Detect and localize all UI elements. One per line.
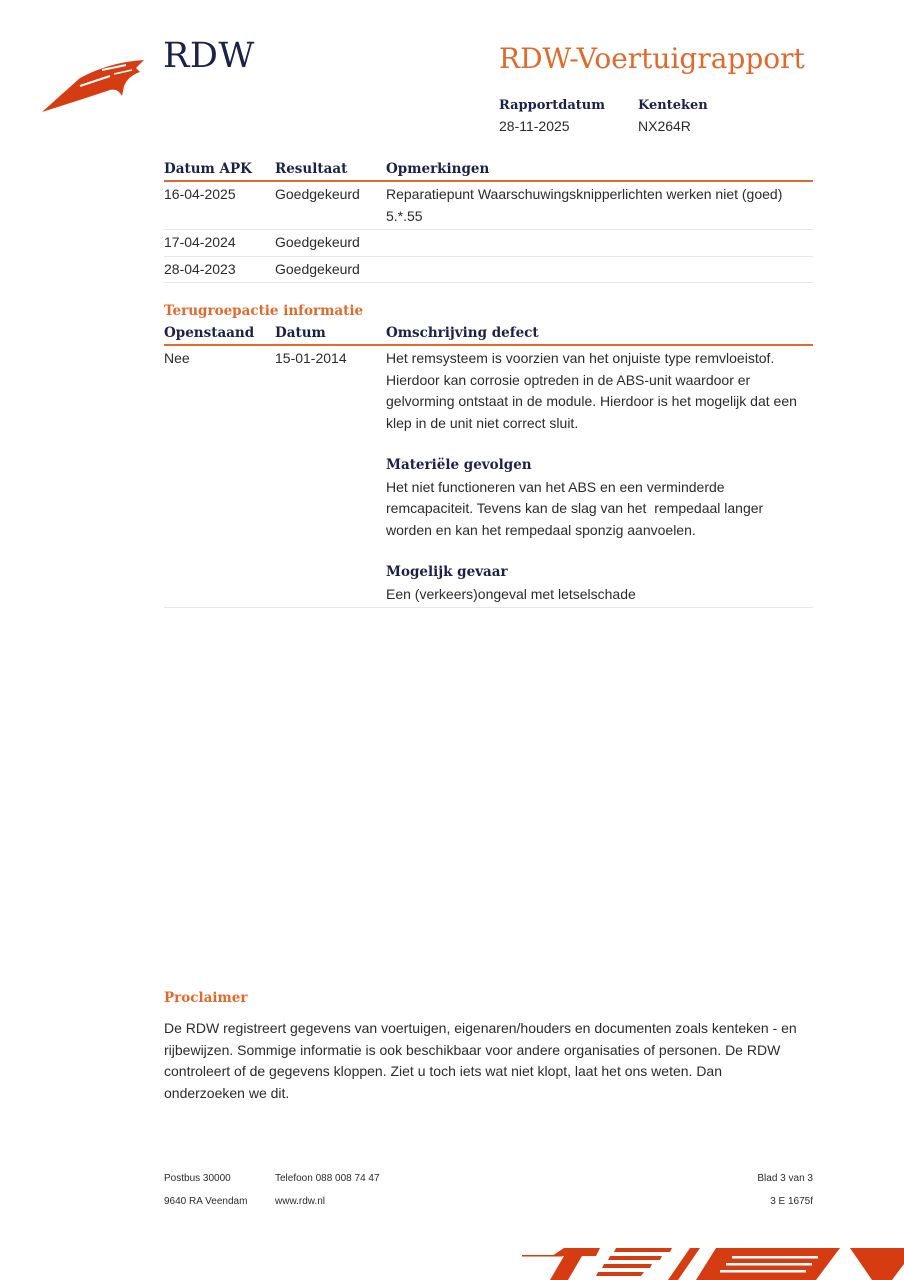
table-row xyxy=(164,181,813,230)
rdw-stripes-decoration-icon xyxy=(520,1244,904,1280)
apk-remarks: Reparatiepunt Waarschuwingsknipperlichten werken niet (goed) 5.*.55 xyxy=(386,181,813,230)
recall-open: Nee xyxy=(164,345,275,608)
recall-description: Het remsysteem is voorzien van het onjuiste type remvloeistof. Hierdoor kan corrosie optreden in de ABS-unit waardoor er gelvorming ontstaat in de module. Hierdoor is het mogelijk dat een klep in de unit niet correct sluit. xyxy=(386,350,797,431)
apk-result: Goedgekeurd xyxy=(275,181,386,230)
footer-address-line2: 9640 RA Veendam xyxy=(164,1196,248,1207)
table-row xyxy=(164,256,813,283)
proclaimer-title: Proclaimer xyxy=(164,990,248,1006)
table-row xyxy=(164,230,813,257)
document-title: RDW-Voertuigrapport xyxy=(499,42,805,75)
apk-date: 28-04-2023 xyxy=(164,256,275,283)
brand-name: RDW xyxy=(163,36,255,76)
col-header-date: Datum xyxy=(275,324,386,345)
recall-section-title: Terugroepactie informatie xyxy=(164,303,364,319)
col-header-open: Openstaand xyxy=(164,324,275,345)
apk-remarks xyxy=(386,230,813,257)
col-header-result: Resultaat xyxy=(275,160,386,181)
apk-result: Goedgekeurd xyxy=(275,256,386,283)
danger-text: Een (verkeers)ongeval met letselschade xyxy=(386,585,636,602)
footer-page-number: Blad 3 van 3 xyxy=(757,1173,813,1184)
apk-table xyxy=(164,160,813,283)
recall-details xyxy=(386,345,813,608)
recall-table xyxy=(164,324,813,608)
footer-document-code: 3 E 1675f xyxy=(770,1196,813,1207)
recall-date: 15-01-2014 xyxy=(275,345,386,608)
col-header-description: Omschrijving defect xyxy=(386,324,813,345)
apk-date: 17-04-2024 xyxy=(164,230,275,257)
apk-date: 16-04-2025 xyxy=(164,181,275,230)
plate-value: NX264R xyxy=(638,118,691,134)
apk-result: Goedgekeurd xyxy=(275,230,386,257)
col-header-date: Datum APK xyxy=(164,160,275,181)
table-row xyxy=(164,345,813,608)
danger-title: Mogelijk gevaar xyxy=(386,564,508,580)
report-date-value: 28-11-2025 xyxy=(499,118,570,134)
proclaimer-text: De RDW registreert gegevens van voertuigen, eigenaren/houders en documenten zoals kenteken - en rijbewijzen. Sommige informatie is ook beschikbaar voor andere organisaties of personen. De RDW controleert of de gegevens kloppen. Ziet u toch iets wat niet klopt, laat het ons weten. Dan onderzoeken we dit. xyxy=(164,1020,797,1101)
consequences-title: Materiële gevolgen xyxy=(386,457,532,473)
footer-website-link[interactable]: www.rdw.nl xyxy=(275,1196,326,1207)
consequences-text: Het niet functioneren van het ABS en een verminderde remcapaciteit. Tevens kan de slag van het rempedaal langer worden en kan het rempedaal sponzig aanvoelen. xyxy=(386,478,768,538)
report-date-label: Rapportdatum xyxy=(499,98,605,113)
footer-phone: Telefoon 088 008 74 47 xyxy=(275,1173,380,1184)
footer-address-line1: Postbus 30000 xyxy=(164,1173,231,1184)
rdw-feather-logo-icon xyxy=(40,56,150,116)
plate-label: Kenteken xyxy=(638,98,708,113)
apk-remarks xyxy=(386,256,813,283)
col-header-remarks: Opmerkingen xyxy=(386,160,813,181)
